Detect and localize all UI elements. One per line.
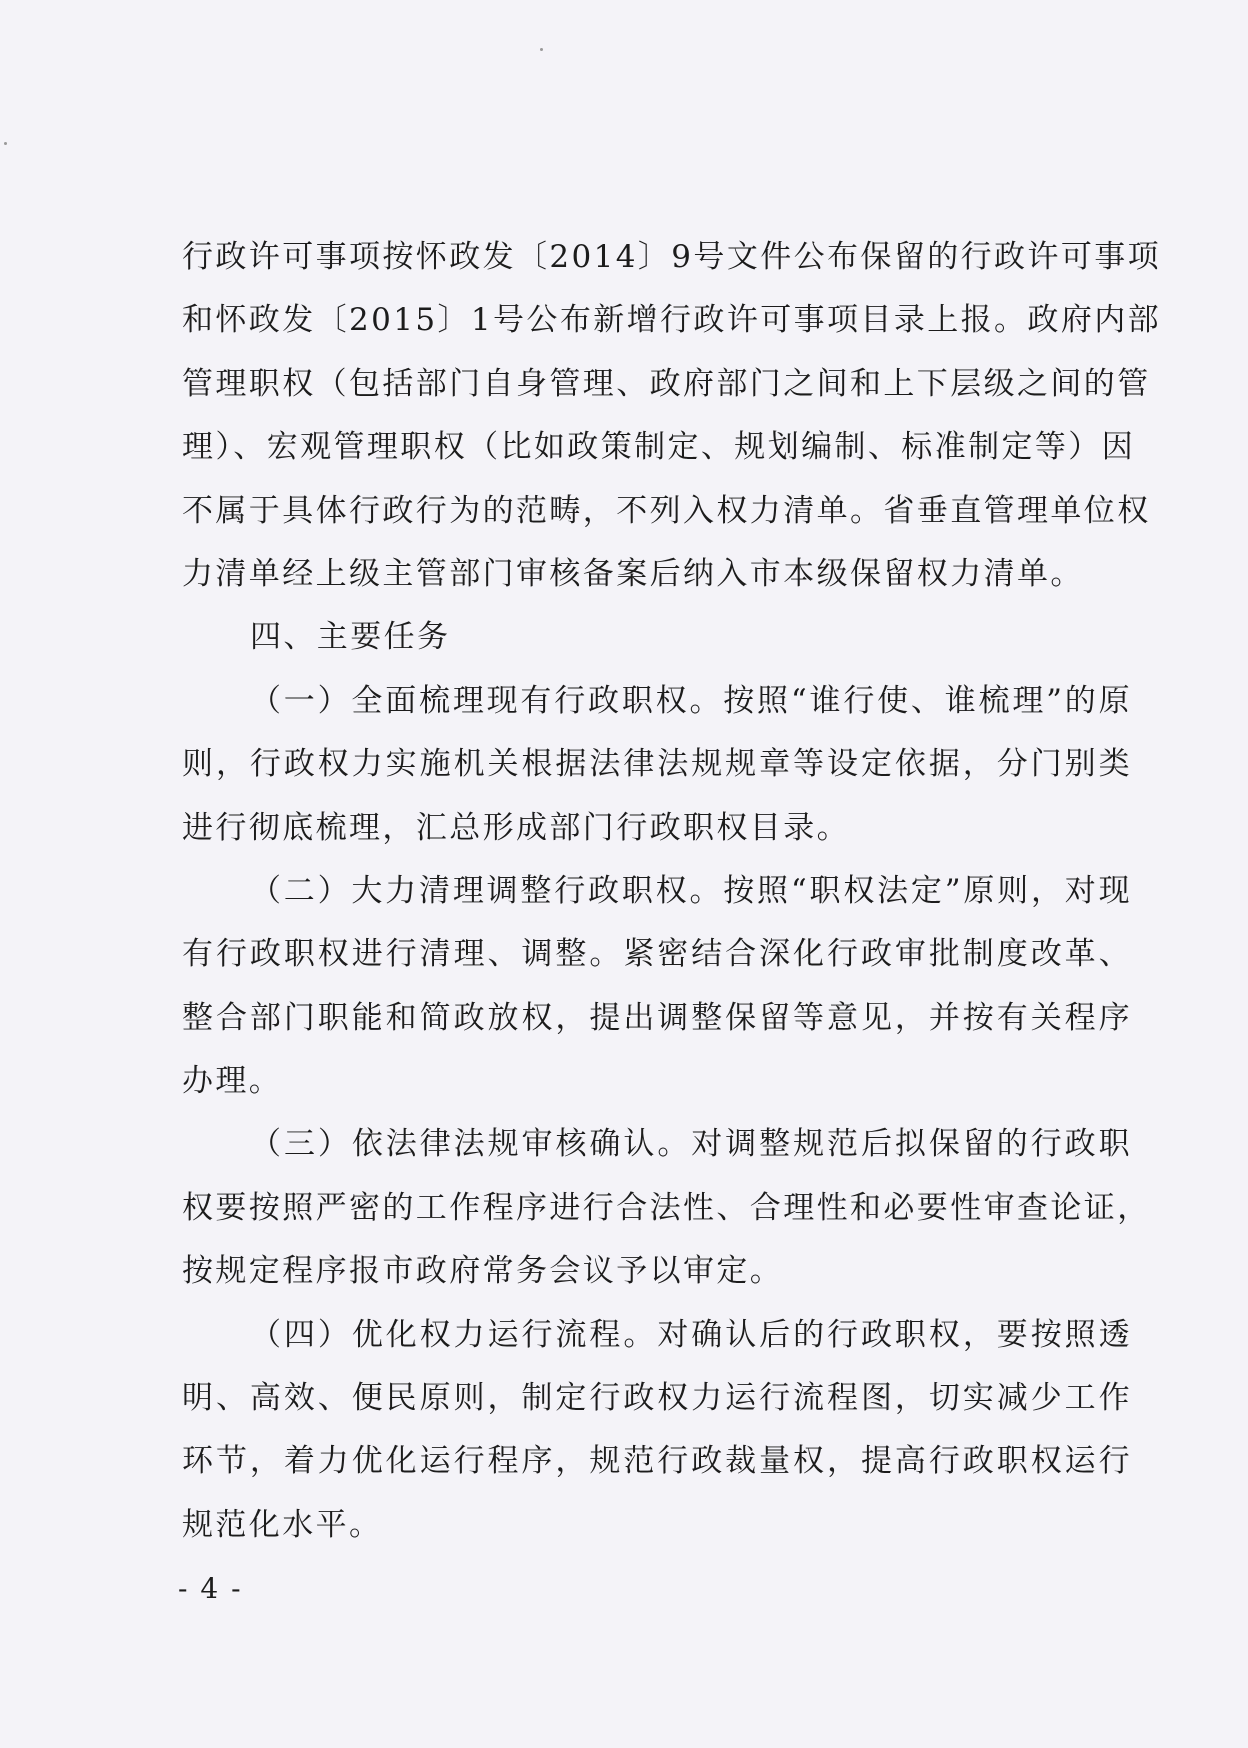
paragraph-line: 力清单经上级主管部门审核备案后纳入市本级保留权力清单。	[182, 555, 1084, 592]
paragraph-line: 明、高效、便民原则，制定行政权力运行流程图，切实减少工作	[182, 1380, 1132, 1417]
paragraph-line: （四）优化权力运行流程。对确认后的行政职权，要按照透	[250, 1316, 1132, 1353]
paragraph-line: 办理。	[182, 1063, 283, 1100]
paragraph-line: 规范化水平。	[182, 1506, 383, 1543]
paragraph-line: （三）依法律法规审核确认。对调整规范后拟保留的行政职	[250, 1126, 1132, 1163]
paragraph-line: 理）、宏观管理职权（比如政策制定、规划编制、标准制定等）因	[182, 429, 1136, 466]
paragraph-line: 权要按照严密的工作程序进行合法性、合理性和必要性审查论证，	[182, 1189, 1151, 1226]
body-text	[182, 226, 1162, 1557]
paragraph-line: 整合部门职能和简政放权，提出调整保留等意见，并按有关程序	[182, 999, 1132, 1036]
scan-speck	[4, 142, 7, 145]
paragraph-line: 则，行政权力实施机关根据法律法规规章等设定依据，分门别类	[182, 746, 1132, 783]
paragraph-line: （二）大力清理调整行政职权。按照“职权法定”原则，对现	[250, 872, 1132, 909]
section-heading: 四、主要任务	[250, 619, 451, 656]
paragraph-line: 行政许可事项按怀政发〔2014〕9号文件公布保留的行政许可事项	[182, 239, 1162, 275]
paragraph-line: 环节，着力优化运行程序，规范行政裁量权，提高行政职权运行	[182, 1443, 1132, 1480]
paragraph-line: 进行彻底梳理，汇总形成部门行政职权目录。	[182, 809, 850, 846]
paragraph-line: 按规定程序报市政府常务会议予以审定。	[182, 1253, 784, 1290]
paragraph-line: 管理职权（包括部门自身管理、政府部门之间和上下层级之间的管	[182, 365, 1151, 402]
scan-speck	[540, 48, 543, 51]
paragraph-line: （一）全面梳理现有行政职权。按照“谁行使、谁梳理”的原	[250, 682, 1132, 719]
paragraph-line: 和怀政发〔2015〕1号公布新增行政许可事项目录上报。政府内部	[182, 302, 1162, 339]
paragraph-line: 有行政职权进行清理、调整。紧密结合深化行政审批制度改革、	[182, 936, 1132, 973]
paragraph-line: 不属于具体行政行为的范畴，不列入权力清单。省垂直管理单位权	[182, 492, 1151, 529]
page-number: - 4 -	[178, 1572, 243, 1605]
